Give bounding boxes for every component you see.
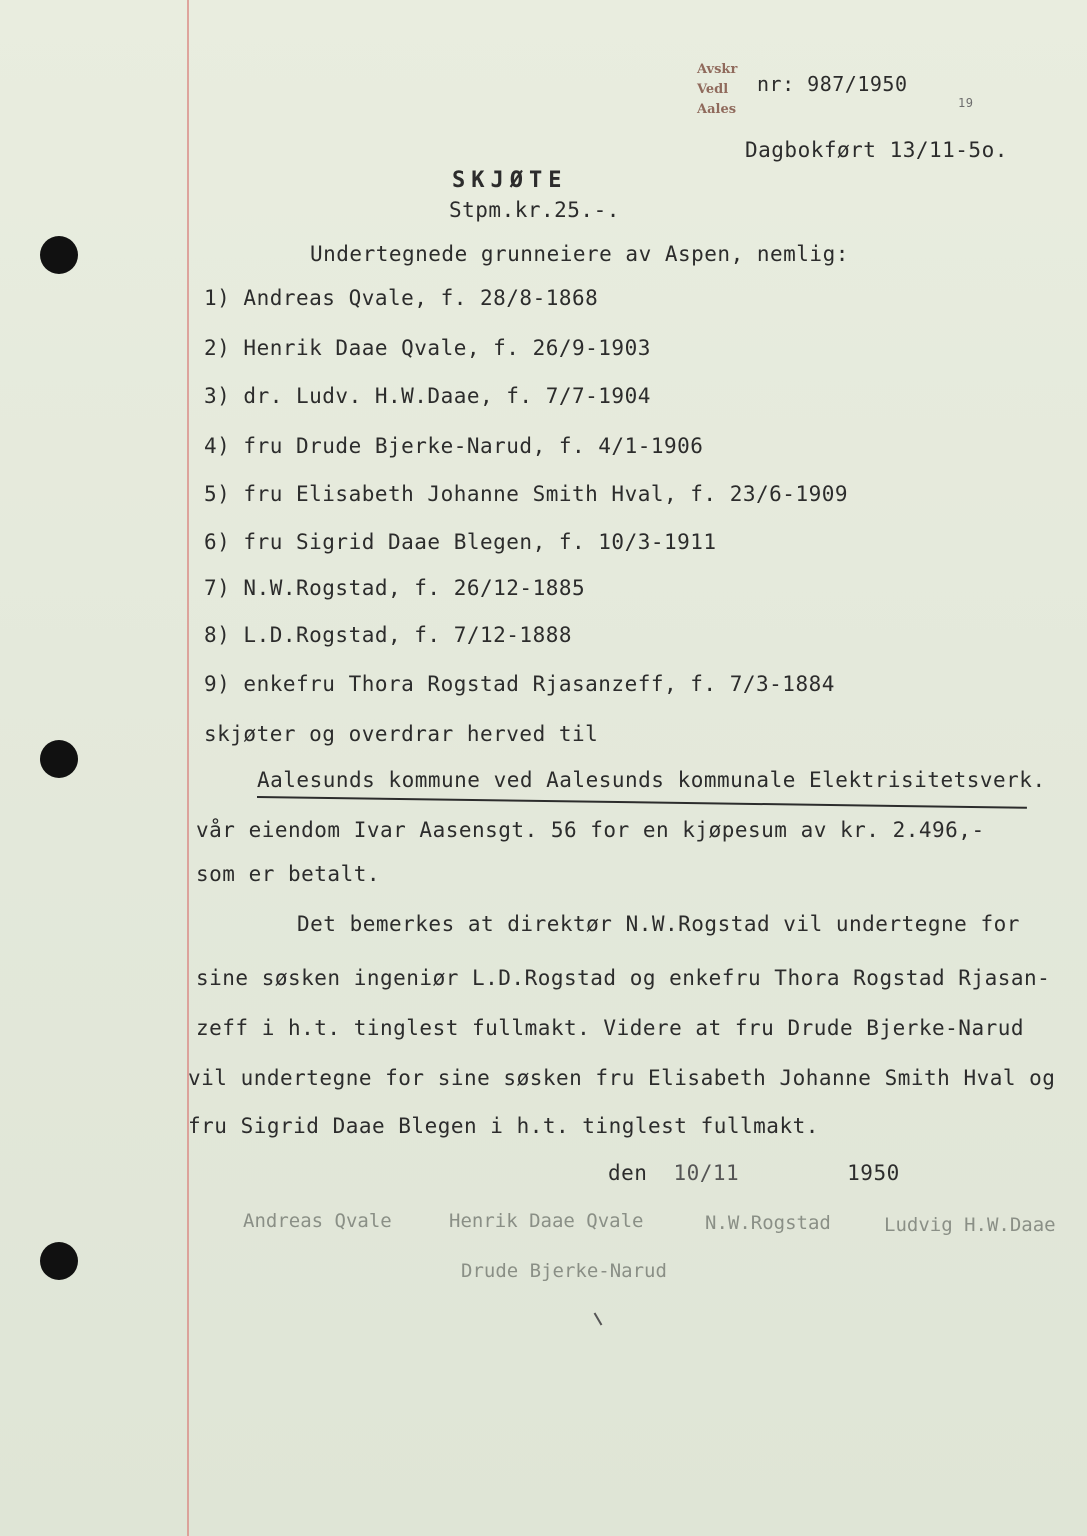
stamp-line: Avskr [697,62,738,77]
margin-line [187,0,189,1536]
owner-item: 2) Henrik Daae Qvale, f. 26/9-1903 [204,336,651,360]
recipient-underline [257,796,1027,809]
date-year: 1950 [847,1161,900,1185]
transfer-text: skjøter og overdrar herved til [204,722,599,746]
owner-item: 5) fru Elisabeth Johanne Smith Hval, f. 23/6-1909 [204,482,849,506]
owner-item: 1) Andreas Qvale, f. 28/8-1868 [204,286,599,310]
document-title: SKJØTE [452,168,568,193]
owner-item: 7) N.W.Rogstad, f. 26/12-1885 [204,576,586,600]
owner-item: 4) fru Drude Bjerke-Narud, f. 4/1-1906 [204,434,704,458]
stamp-fee: Stpm.kr.25.-. [449,198,620,222]
date-value: 10/11 [673,1161,740,1185]
stamp-line: Vedl [697,82,729,97]
punch-hole-top [40,236,78,274]
document-number: nr: 987/1950 [757,72,908,96]
office-stamp [697,60,749,120]
pen-mark [594,1312,603,1325]
dagbok-entry: Dagbokført 13/11-5o. [745,138,1008,162]
remark-line: fru Sigrid Daae Blegen i h.t. tinglest fullmakt. [188,1114,819,1138]
remark-line: vil undertegne for sine søsken fru Elisabeth Johanne Smith Hval og [188,1066,1056,1090]
punch-hole-middle [40,740,78,778]
property-line: vår eiendom Ivar Aasensgt. 56 for en kjøpesum av kr. 2.496,- [196,818,985,842]
signature: N.W.Rogstad [705,1212,831,1234]
signature: Henrik Daae Qvale [449,1210,644,1232]
owner-item: 9) enkefru Thora Rogstad Rjasanzeff, f. 7/3-1884 [204,672,835,696]
remark-line: zeff i h.t. tinglest fullmakt. Videre at fru Drude Bjerke-Narud [196,1016,1025,1040]
recipient: Aalesunds kommune ved Aalesunds kommunale Elektrisitetsverk. [257,768,1046,792]
year-stub: 19 [958,96,974,110]
signature: Andreas Qvale [243,1210,392,1232]
punch-hole-bottom [40,1242,78,1280]
property-line: som er betalt. [196,862,381,886]
date-prefix: den [608,1161,648,1185]
owner-item: 3) dr. Ludv. H.W.Daae, f. 7/7-1904 [204,384,651,408]
date-line [608,1161,900,1185]
intro-text: Undertegnede grunneiere av Aspen, nemlig: [310,242,849,266]
remark-line: sine søsken ingeniør L.D.Rogstad og enkefru Thora Rogstad Rjasan- [196,966,1051,990]
signature: Drude Bjerke-Narud [461,1260,667,1282]
stamp-line: Aales [697,102,737,117]
signature: Ludvig H.W.Daae [884,1214,1056,1236]
owner-item: 8) L.D.Rogstad, f. 7/12-1888 [204,623,573,647]
remark-line: Det bemerkes at direktør N.W.Rogstad vil undertegne for [297,912,1020,936]
owner-item: 6) fru Sigrid Daae Blegen, f. 10/3-1911 [204,530,717,554]
